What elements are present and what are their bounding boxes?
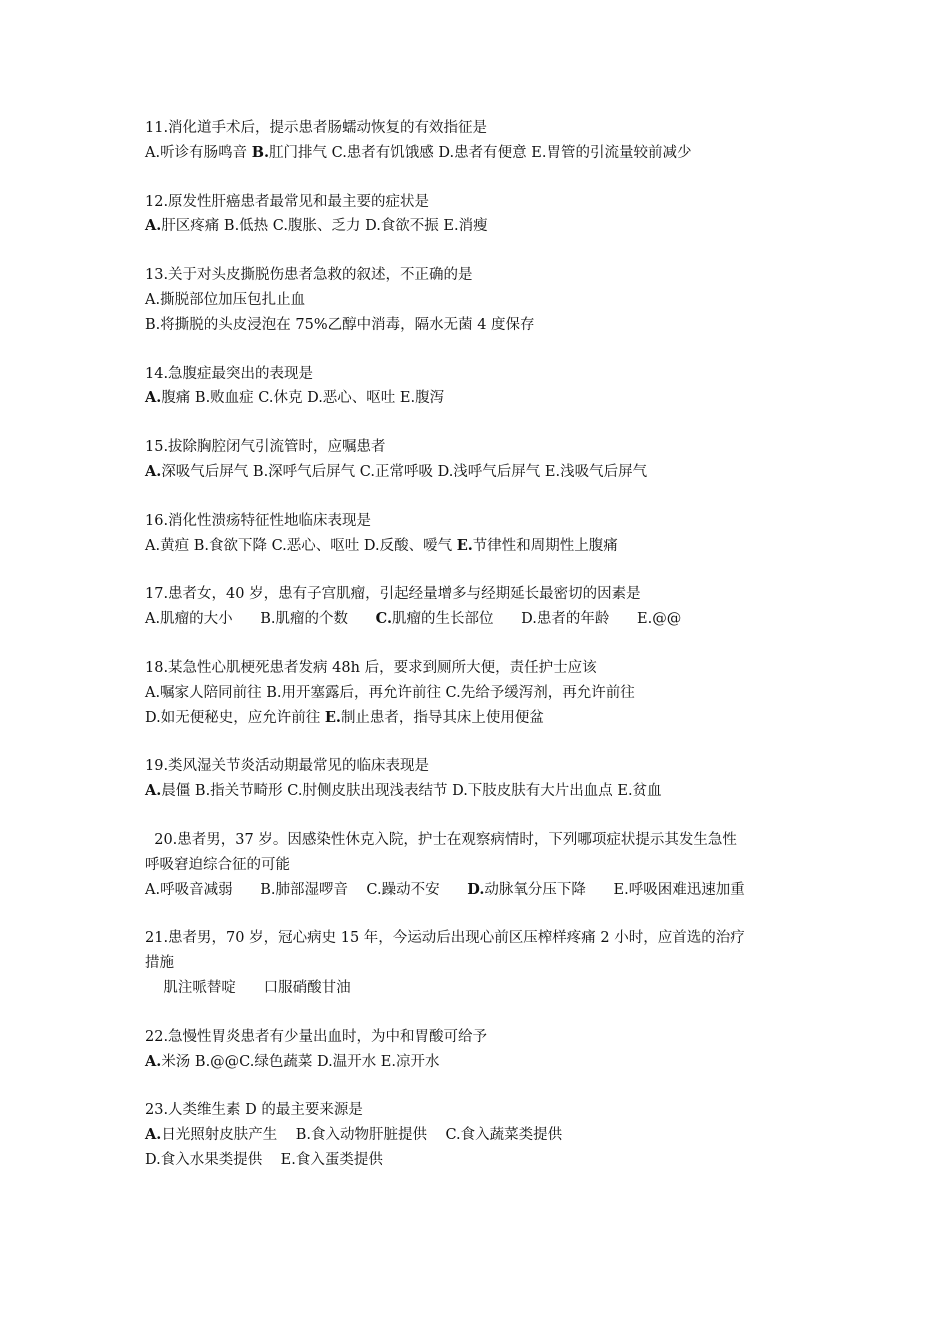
question-stem: 22.急慢性胃炎患者有少量出血时，为中和胃酸可给予 <box>145 1028 488 1045</box>
question-12 <box>145 190 825 240</box>
question-line: A.嘱家人陪同前往 B.用开塞露后，再允许前往 C.先给予缓泻剂，再允许前往 <box>145 684 635 701</box>
question-line: 呼吸窘迫综合征的可能 <box>145 856 290 873</box>
question-line: 措施 <box>145 955 174 972</box>
question-line: A.肌瘤的大小 B.肌瘤的个数 C.肌瘤的生长部位 D.患者的年龄 E.@@ <box>145 610 682 628</box>
question-23 <box>145 1098 825 1172</box>
question-19 <box>145 754 825 804</box>
question-line: A.呼吸音减弱 B.肺部湿啰音 C.躁动不安 D.动脉氧分压下降 E.呼吸困难迅速加重 <box>145 880 745 898</box>
question-16 <box>145 509 825 559</box>
question-11 <box>145 116 825 166</box>
question-22 <box>145 1025 825 1075</box>
question-line: A.深吸气后屏气 B.深呼气后屏气 C.正常呼吸 D.浅呼气后屏气 E.浅吸气后屏气 <box>145 462 648 480</box>
question-line: A.腹痛 B.败血症 C.休克 D.恶心、呕吐 E.腹泻 <box>145 389 445 407</box>
question-line: A.米汤 B.@@C.绿色蔬菜 D.温开水 E.凉开水 <box>145 1052 440 1070</box>
question-line: A.肝区疼痛 B.低热 C.腹胀、乏力 D.食欲不振 E.消瘦 <box>145 217 488 235</box>
question-stem: 16.消化性溃疡特征性地临床表现是 <box>145 512 372 529</box>
question-line: A.晨僵 B.指关节畸形 C.肘侧皮肤出现浅表结节 D.下肢皮肤有大片出血点 E.贫血 <box>145 782 662 800</box>
question-line: A.日光照射皮肤产生 B.食入动物肝脏提供 C.食入蔬菜类提供 <box>145 1126 563 1144</box>
question-line: A.撕脱部位加压包扎止血 <box>145 291 306 308</box>
question-line: B.将撕脱的头皮浸泡在 75%乙醇中消毒，隔水无菌 4 度保存 <box>145 316 535 333</box>
question-stem: 14.急腹症最突出的表现是 <box>145 365 314 382</box>
question-stem: 20.患者男，37 岁。因感染性休克入院，护士在观察病情时，下列哪项症状提示其发生急性 <box>145 831 737 848</box>
question-15 <box>145 435 825 485</box>
question-line: A.黄疸 B.食欲下降 C.恶心、呕吐 D.反酸、嗳气 E.节律性和周期性上腹痛 <box>145 536 618 554</box>
question-stem: 23.人类维生素 D 的最主要来源是 <box>145 1102 363 1119</box>
question-17 <box>145 582 825 632</box>
question-21 <box>145 926 825 1000</box>
question-line: A.听诊有肠鸣音 B.肛门排气 C.患者有饥饿感 D.患者有便意 E.胃管的引流量较前减少 <box>145 143 692 161</box>
question-stem: 12.原发性肝癌患者最常见和最主要的症状是 <box>145 193 430 210</box>
question-stem: 15.拔除胸腔闭气引流管时，应嘱患者 <box>145 439 386 456</box>
question-18 <box>145 656 825 730</box>
question-stem: 19.类风湿关节炎活动期最常见的临床表现是 <box>145 758 430 775</box>
question-line: D.食入水果类提供 E.食入蛋类提供 <box>145 1151 383 1168</box>
question-stem: 13.关于对头皮撕脱伤患者急救的叙述，不正确的是 <box>145 267 473 284</box>
question-stem: 11.消化道手术后，提示患者肠蠕动恢复的有效指征是 <box>145 120 488 136</box>
question-stem: 17.患者女，40 岁，患有子宫肌瘤，引起经量增多与经期延长最密切的因素是 <box>145 586 641 603</box>
question-20 <box>145 828 825 902</box>
question-line: D.如无便秘史，应允许前往 E.制止患者，指导其床上使用便盆 <box>145 708 544 726</box>
question-14 <box>145 362 825 412</box>
question-list <box>145 116 825 1197</box>
question-13 <box>145 263 825 337</box>
question-line: 肌注哌替啶 口服硝酸甘油 <box>145 979 351 996</box>
question-stem: 18.某急性心肌梗死患者发病 48h 后，要求到厕所大便，责任护士应该 <box>145 659 597 676</box>
question-stem: 21.患者男，70 岁，冠心病史 15 年，今运动后出现心前区压榨样疼痛 2 小时，应首选的治疗 <box>145 930 745 947</box>
